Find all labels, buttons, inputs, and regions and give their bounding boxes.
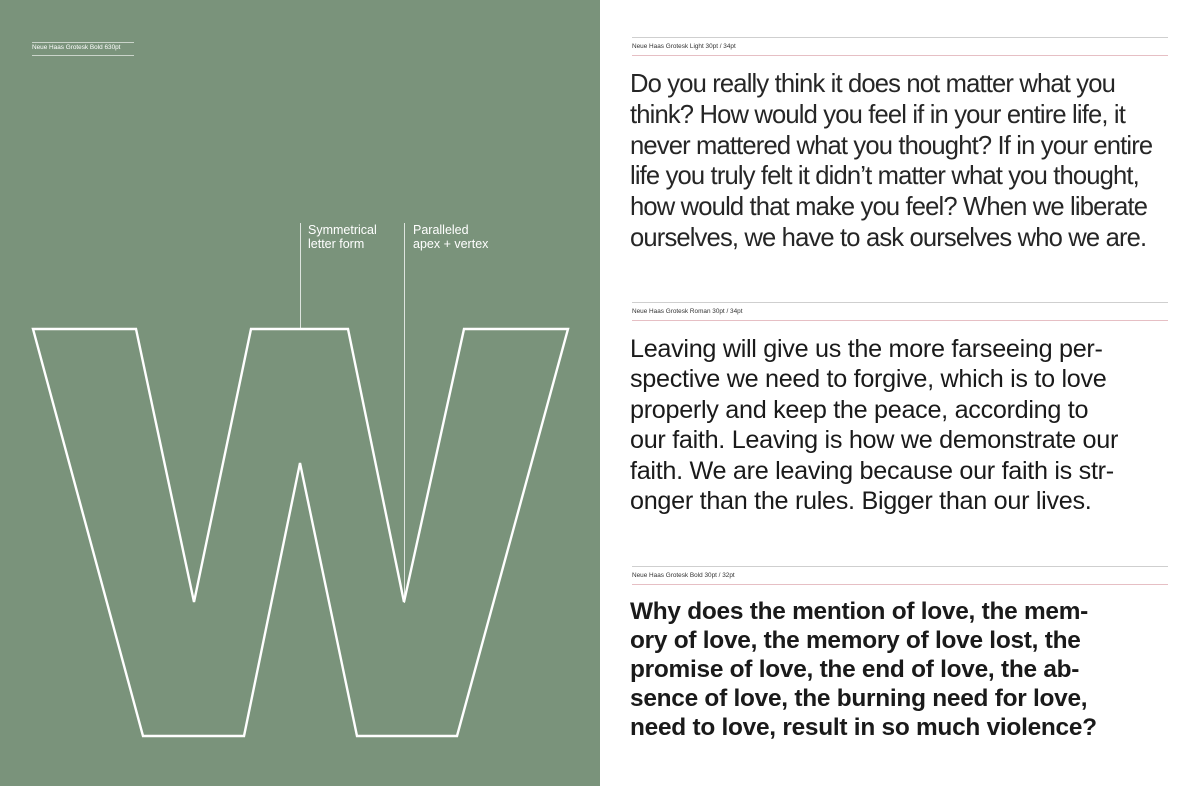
specimen-panel xyxy=(600,0,1200,786)
w-glyph-outline-path xyxy=(33,329,568,736)
annotation-symmetrical-letter-form: Symmetrical letter form xyxy=(308,223,377,251)
text-line: onger than the rules. Bigger than our lives. xyxy=(630,487,1092,516)
specimen-text-bold xyxy=(630,598,1175,743)
text-line: need to love, result in so much violence? xyxy=(630,713,1097,741)
text-line: how would that make you feel? When we liberate xyxy=(630,193,1148,222)
specimen-label-roman: Neue Haas Grotesk Roman 30pt / 34pt xyxy=(632,302,1168,321)
text-line: Leaving will give us the more farseeing per- xyxy=(630,335,1103,363)
text-line: ourselves, we have to ask ourselves who we are. xyxy=(630,223,1147,252)
specimen-label-bold: Neue Haas Grotesk Bold 30pt / 32pt xyxy=(632,566,1168,585)
text-line: ory of love, the memory of love lost, the xyxy=(630,626,1081,654)
text-line: never mattered what you thought? If in your entire xyxy=(630,131,1153,160)
text-line: life you truly felt it didn’t matter what you thought, xyxy=(630,162,1139,191)
text-line: Why does the mention of love, the mem- xyxy=(630,598,1089,625)
text-line: promise of love, the end of love, the ab- xyxy=(630,655,1080,683)
specimen-text-light xyxy=(630,69,1175,254)
annotation-paralleled-apex-vertex: Paralleled apex + vertex xyxy=(413,223,489,251)
specimen-label-light: Neue Haas Grotesk Light 30pt / 34pt xyxy=(632,37,1168,56)
glyph-font-label: Neue Haas Grotesk Bold 630pt xyxy=(32,42,134,56)
specimen-text-roman xyxy=(630,334,1175,516)
text-line: Do you really think it does not matter what you xyxy=(630,70,1115,98)
text-line: our faith. Leaving is how we demonstrate our xyxy=(630,426,1119,455)
text-line: properly and keep the peace, according to xyxy=(630,395,1089,424)
text-line: faith. We are leaving because our faith is str- xyxy=(630,456,1114,485)
text-line: spective we need to forgive, which is to love xyxy=(630,365,1107,394)
text-line: sence of love, the burning need for love, xyxy=(630,684,1088,712)
text-line: think? How would you feel if in your entire life, it xyxy=(630,100,1125,129)
